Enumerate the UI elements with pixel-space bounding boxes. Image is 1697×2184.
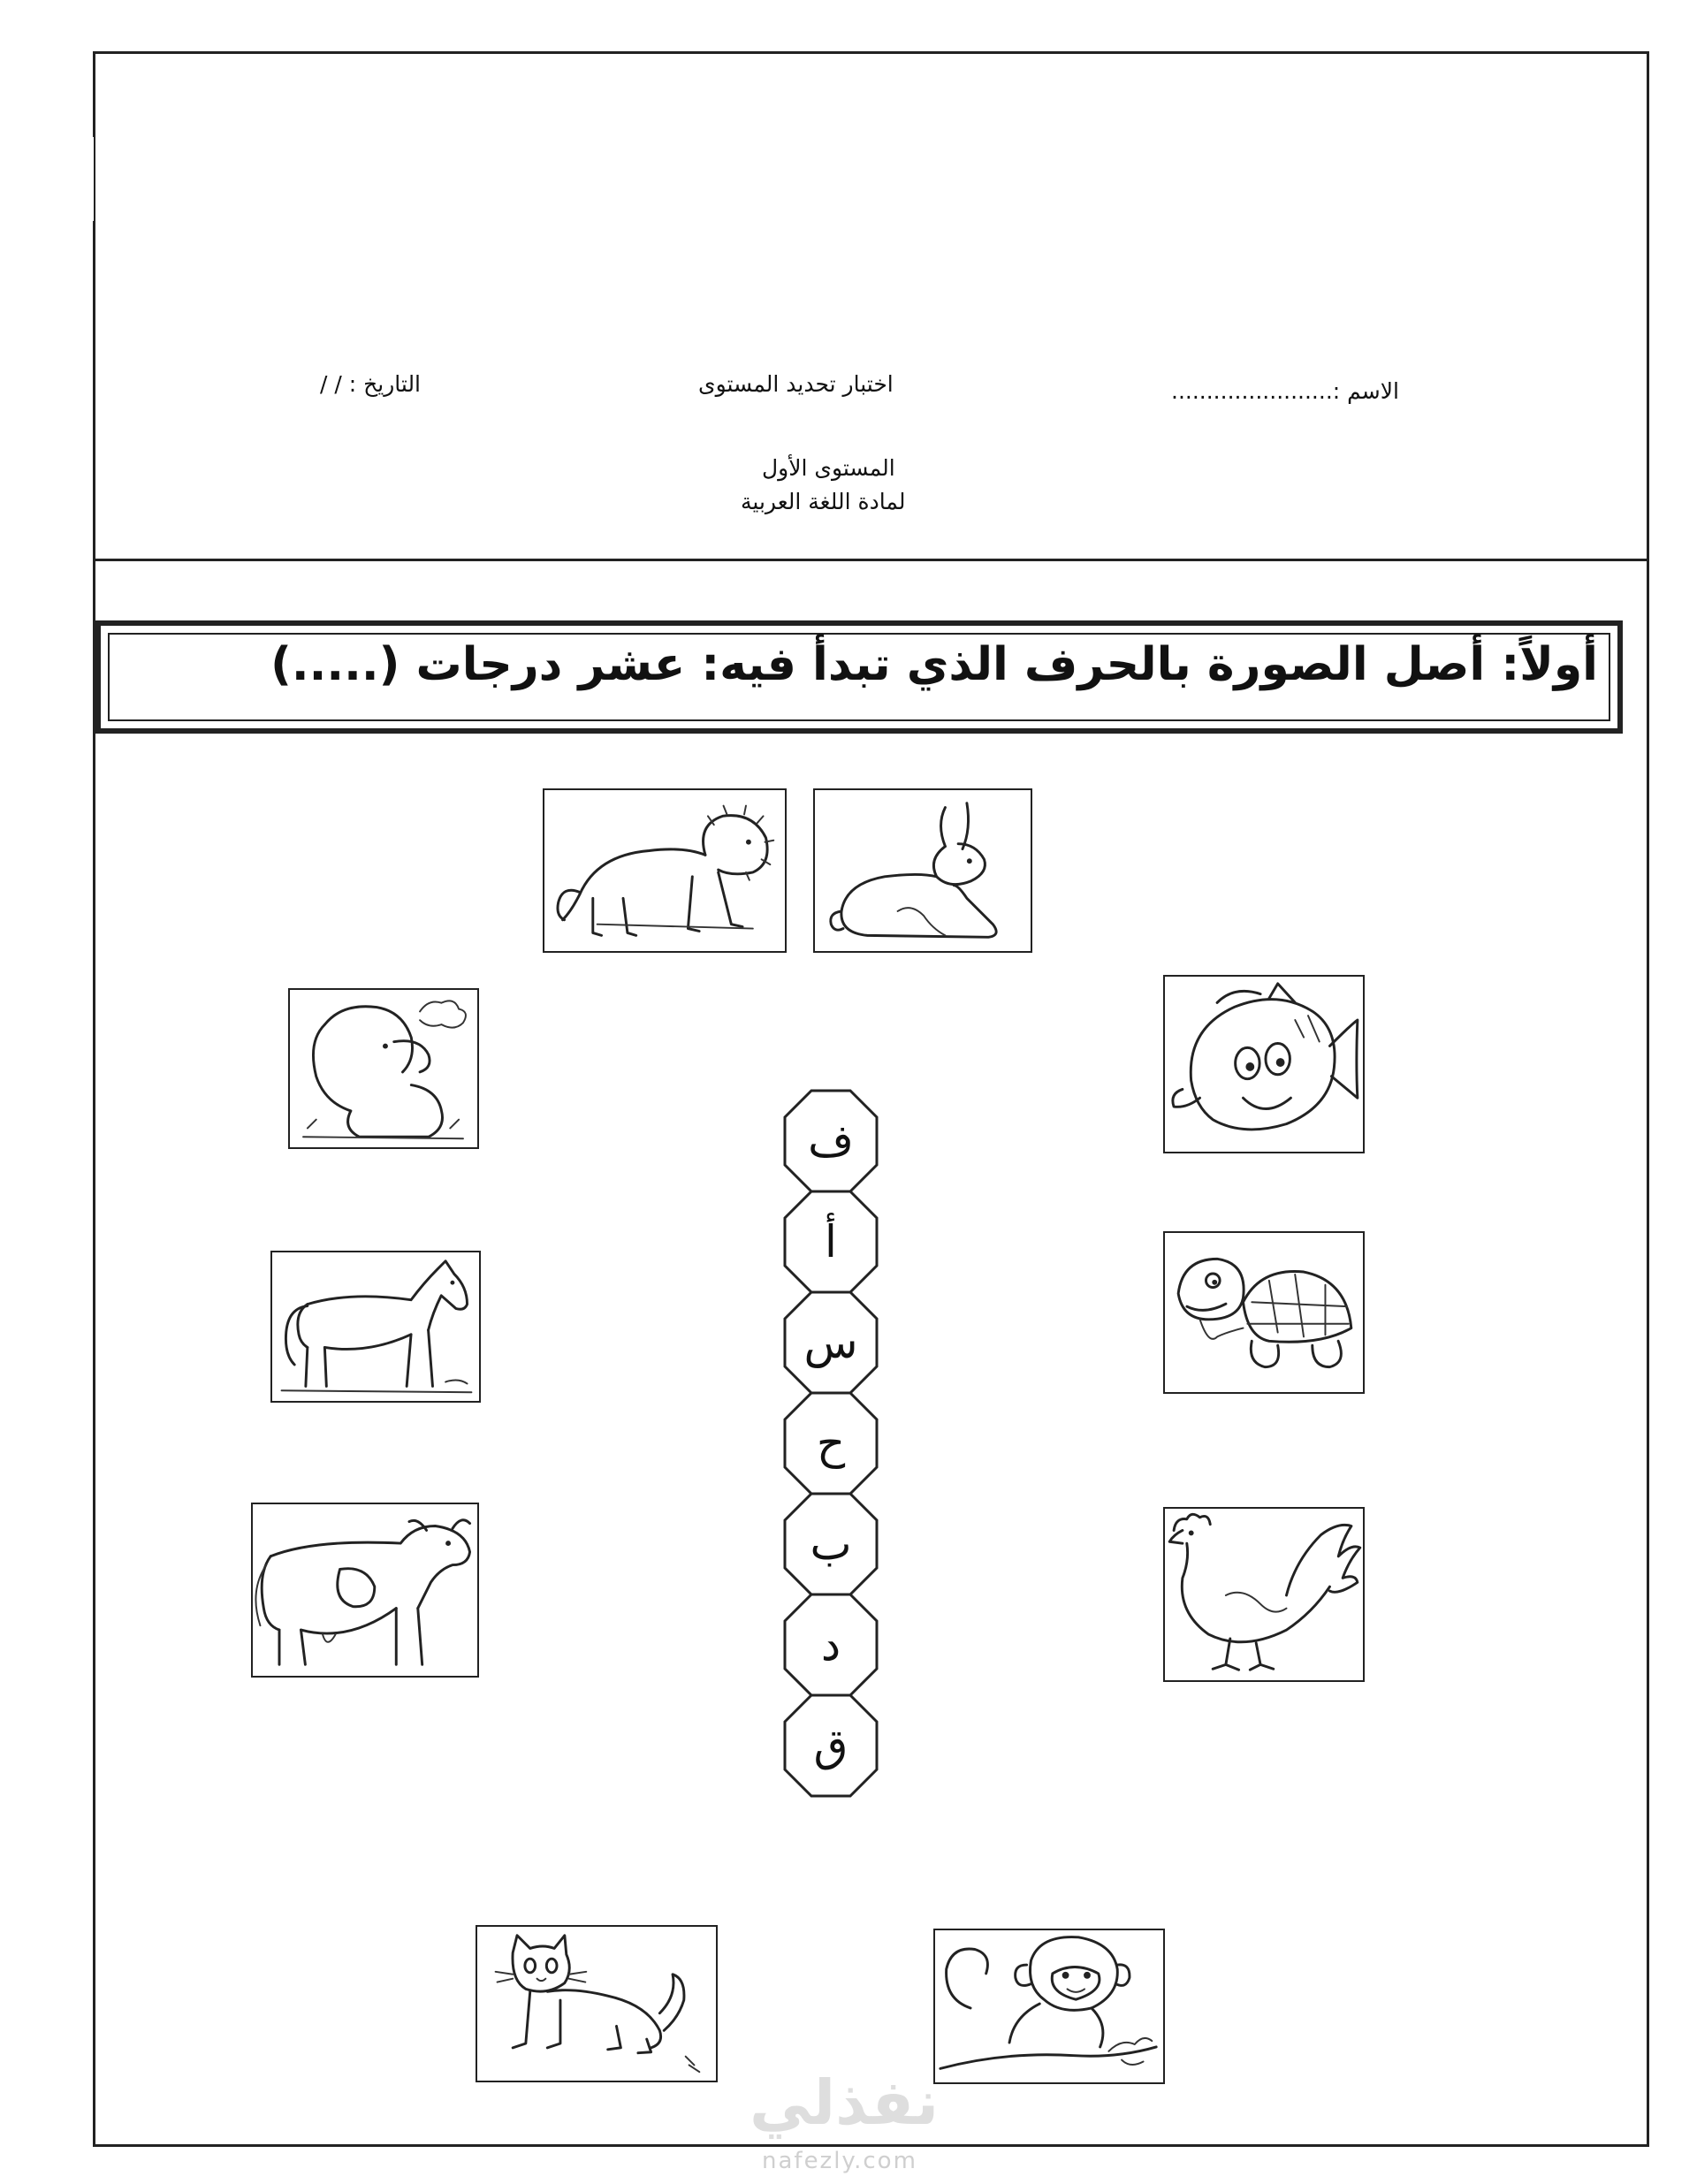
question-title-box [95,620,1623,734]
picture-horse[interactable] [270,1251,481,1403]
picture-turtle[interactable] [1163,1231,1365,1394]
level-label: المستوى الأول [762,455,895,481]
watermark-url: nafezly.com [762,2148,917,2174]
letter-octagon-3[interactable] [783,1290,879,1395]
elephant-icon [290,990,477,1147]
letter-sin: س [803,1317,858,1368]
letter-dal: د [820,1619,841,1670]
monkey-icon [935,1930,1163,2082]
subject-label: لمادة اللغة العربية [741,489,906,514]
letter-octagon-2[interactable] [783,1190,879,1294]
letter-octagon-5[interactable] [783,1492,879,1596]
rooster-icon [1165,1509,1363,1680]
name-field-label: الاسم :....................... [1171,378,1399,404]
cat-icon [477,1927,716,2081]
cow-icon [253,1504,477,1676]
watermark-logo: نفذلي [750,2066,940,2139]
picture-fish[interactable] [1163,975,1365,1153]
letter-octagon-6[interactable] [783,1593,879,1697]
picture-rabbit[interactable] [813,788,1032,953]
header-divider [93,559,1647,561]
horse-icon [272,1252,479,1401]
date-field-label: التاريخ : / / [320,371,422,397]
letter-qaf: ق [813,1720,848,1771]
letter-fa: ف [808,1115,854,1167]
fish-icon [1165,977,1363,1152]
exam-title: اختبار تحديد المستوى [698,371,894,397]
picture-elephant[interactable] [288,988,479,1149]
letter-ba: ب [810,1518,852,1570]
picture-cat[interactable] [476,1925,718,2082]
border-gap [91,137,94,221]
question-title: أولاً: أصل الصورة بالحرف الذي تبدأ فيه: عشر درجات (.....) [270,638,1598,691]
letter-octagon-1[interactable] [783,1089,879,1193]
letter-alif: أ [825,1216,837,1267]
picture-lion[interactable] [543,788,787,953]
letter-octagon-4[interactable] [783,1391,879,1495]
rabbit-icon [815,790,1031,951]
picture-rooster[interactable] [1163,1507,1365,1682]
picture-cow[interactable] [251,1503,479,1678]
letter-ha: ح [816,1418,846,1469]
picture-monkey[interactable] [933,1929,1165,2084]
letter-octagon-7[interactable] [783,1693,879,1798]
lion-icon [544,790,785,951]
turtle-icon [1165,1233,1363,1392]
